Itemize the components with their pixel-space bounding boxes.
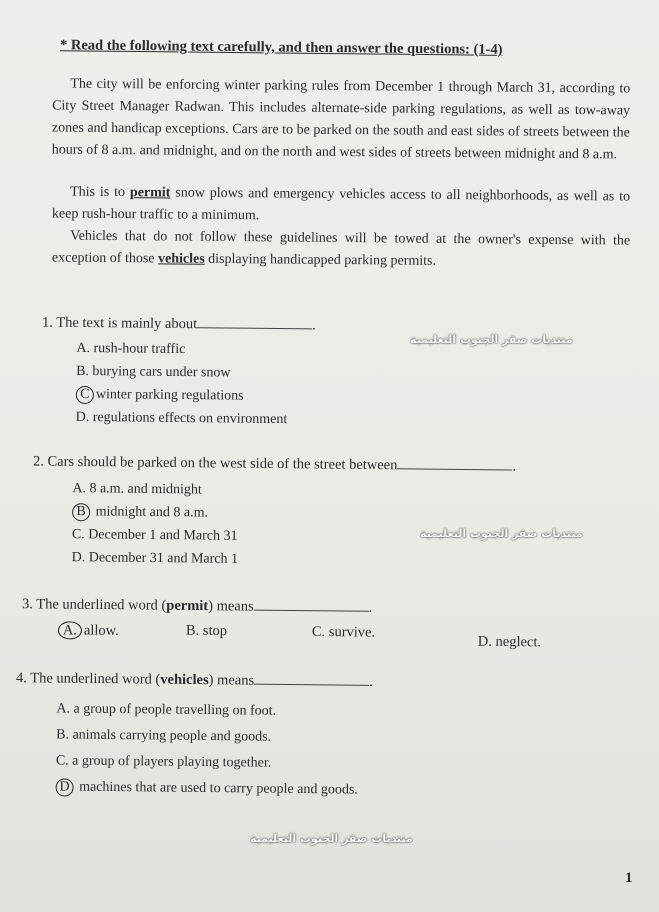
answer-circle-mark: D xyxy=(56,778,74,796)
option-c-circled: C winter parking regulations xyxy=(76,383,288,408)
watermark-text: منتديات صقر الجنوب التعليمية xyxy=(250,832,413,845)
passage-paragraph-3: Vehicles that do not follow these guidelines will be towed at the owner's expense with the exception of those vehicles displaying handicapped parking permits. xyxy=(51,228,631,269)
underlined-word-vehicles: vehicles xyxy=(157,251,205,267)
answer-circle-mark: A. xyxy=(58,621,82,639)
watermark-text: منتديات صقر الجنوب التعليمية xyxy=(410,333,573,346)
option-d-circled: D machines that are used to carry people and goods. xyxy=(55,774,358,803)
underlined-word-permit: permit xyxy=(129,185,171,201)
question-1-stem: 1. The text is mainly about . xyxy=(41,314,316,334)
passage-paragraph-2: This is to permit snow plows and emergency vehicles access to all neighborhoods, as well as to keep rush-hour traffic to a minimum. xyxy=(51,184,631,224)
option-b: B. burying cars under snow xyxy=(76,363,231,381)
option-d: D. neglect. xyxy=(477,633,542,651)
passage-paragraph-1: The city will be enforcing winter parking rules from December 1 through March 31, according to City Street Manager Radwan. This includes alternate-side parking regulations, as well as tow-away zones and handicap exceptions. Cars are to be parked on the south and east sides of streets between the hours of 8 a.m. and midnight, and on the north and west sides of streets between midnight and 8 a.m. xyxy=(51,76,631,163)
option-a-circled: A. allow. xyxy=(58,621,119,640)
option-b-circled: B midnight and 8 a.m. xyxy=(72,500,239,525)
answer-blank xyxy=(397,458,512,470)
answer-blank xyxy=(197,317,312,329)
answer-circle-mark: B xyxy=(72,503,90,521)
question-2-stem: 2. Cars should be parked on the west side of the street between . xyxy=(32,453,517,475)
option-a: A. 8 a.m. and midnight xyxy=(72,481,202,498)
answer-circle-mark: C xyxy=(76,386,94,404)
option-a: A. rush-hour traffic xyxy=(76,340,186,358)
instruction-heading: * Read the following text carefully, and then answer the questions: (1-4) xyxy=(59,37,503,58)
question-1-options xyxy=(76,337,289,431)
option-d: D. December 31 and March 1 xyxy=(71,550,239,567)
question-4-options xyxy=(55,696,358,803)
option-b: B. animals carrying people and goods. xyxy=(56,727,272,745)
option-c: C. December 1 and March 31 xyxy=(71,527,238,544)
watermark-text: منتديات صقر الجنوب التعليمية xyxy=(420,527,583,540)
question-2-options xyxy=(72,477,239,571)
option-c: C. a group of players playing together. xyxy=(55,753,272,771)
question-4-stem: 4. The underlined word (vehicles) means . xyxy=(15,670,373,690)
answer-blank xyxy=(254,674,369,686)
option-a: A. a group of people travelling on foot. xyxy=(56,701,277,719)
option-c: C. survive. xyxy=(311,623,376,641)
page-number: 1 xyxy=(625,870,633,886)
option-d: D. regulations effects on environment xyxy=(75,409,288,428)
option-b: B. stop xyxy=(185,622,228,640)
question-3-options xyxy=(58,621,578,651)
answer-blank xyxy=(254,600,369,612)
question-3-stem: 3. The underlined word (permit) means . xyxy=(21,596,373,616)
